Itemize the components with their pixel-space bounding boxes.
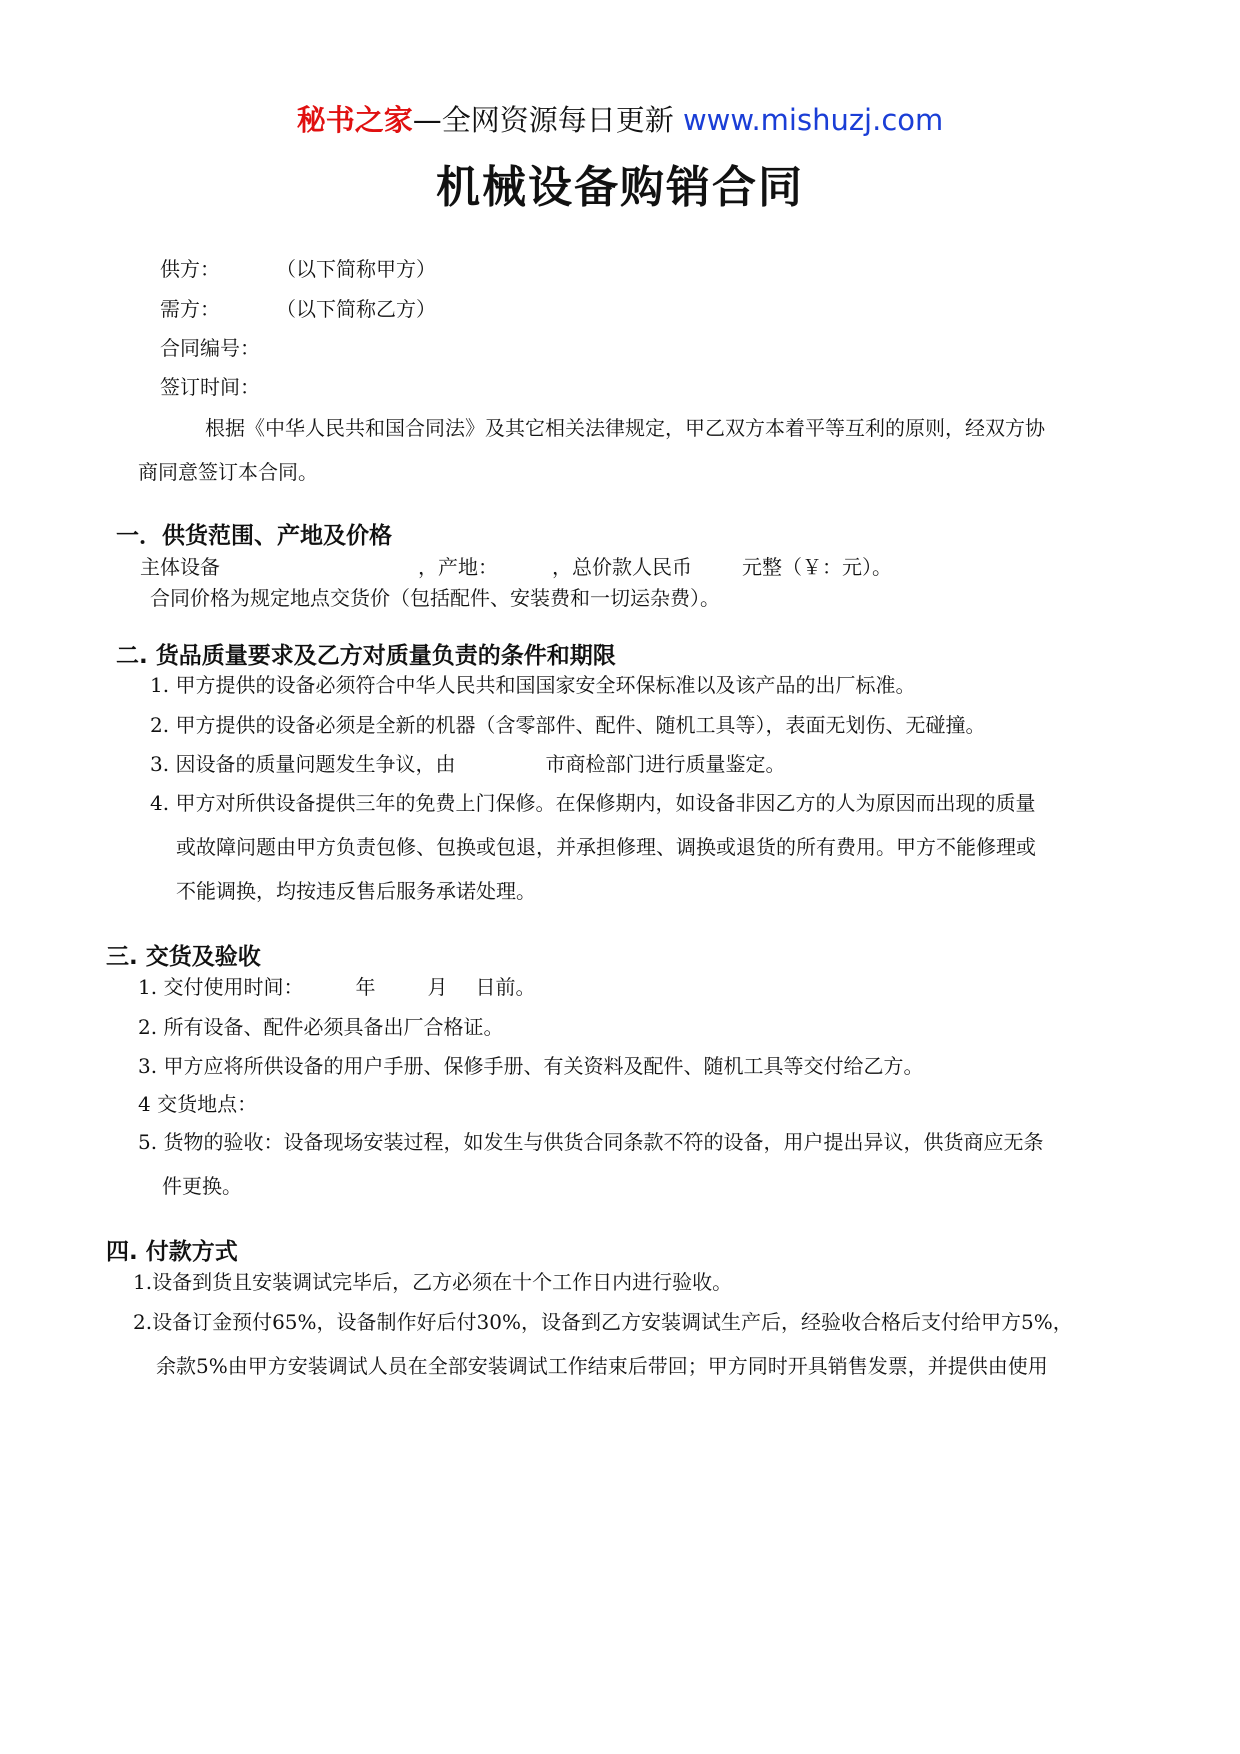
contract-number-label: 合同编号： (160, 336, 260, 360)
section-3-item-4: 4 交货地点： (138, 1092, 258, 1116)
section-2-item-1: 1. 甲方提供的设备必须符合中华人民共和国国家安全环保标准以及该产品的出厂标准。 (150, 673, 916, 697)
buyer-line (160, 295, 436, 323)
section-4-item-2: 2.设备订金预付65%，设备制作好后付30%，设备到乙方安装调试生产后，经验收合格后支付给甲方5%， (133, 1310, 1073, 1334)
section-1-line-2: 合同价格为规定地点交货价（包括配件、安装费和一切运杂费）。 (150, 586, 720, 610)
section-3-item-3: 3. 甲方应将所供设备的用户手册、保修手册、有关资料及配件、随机工具等交付给乙方。 (138, 1054, 924, 1078)
buyer-note: （以下简称乙方） (276, 297, 436, 321)
section-1-line-1 (140, 553, 892, 581)
supplier-note: （以下简称甲方） (276, 257, 436, 281)
section-2-item-3 (150, 750, 785, 778)
site-url-link[interactable]: www.mishuzj.com (682, 103, 944, 137)
section-2-item-4-cont-2: 不能调换，均按违反售后服务承诺处理。 (176, 879, 536, 903)
delivery-time-label: 1. 交付使用时间： (138, 975, 304, 999)
month-label: 月 (427, 975, 448, 999)
section-3-item-1 (138, 973, 535, 1001)
section-3-item-2: 2. 所有设备、配件必须具备出厂合格证。 (138, 1015, 504, 1039)
brand-name: 秘书之家 (296, 103, 413, 137)
section-3-item-5: 5. 货物的验收：设备现场安装过程，如发生与供货合同条款不符的设备，用户提出异议，供货商应无条 (138, 1130, 1044, 1154)
year-label: 年 (355, 975, 376, 999)
day-label: 日前。 (475, 975, 536, 999)
item-3-text-a: 3. 因设备的质量问题发生争议，由 (150, 752, 456, 776)
section-2-item-4: 4. 甲方对所供设备提供三年的免费上门保修。在保修期内，如设备非因乙方的人为原因而出现的质量 (150, 791, 1036, 815)
section-4-item-2-cont: 余款5%由甲方安装调试人员在全部安装调试工作结束后带回；甲方同时开具销售发票，并提供由使用 (156, 1354, 1048, 1378)
buyer-label: 需方： (160, 297, 220, 321)
section-3-item-5-cont: 件更换。 (162, 1174, 242, 1198)
section-1-heading: 一．供货范围、产地及价格 (116, 523, 392, 549)
supplier-line (160, 255, 436, 283)
section-2-item-2: 2. 甲方提供的设备必须是全新的机器（含零部件、配件、随机工具等），表面无划伤、无碰撞。 (150, 713, 986, 737)
preamble-line-2: 商同意签订本合同。 (138, 460, 318, 484)
section-2-item-4-cont-1: 或故障问题由甲方负责包修、包换或包退，并承担修理、调换或退货的所有费用。甲方不能修理或 (176, 835, 1036, 859)
banner-slogan: —全网资源每日更新 (412, 103, 683, 137)
item-3-text-b: 市商检部门进行质量鉴定。 (545, 752, 786, 776)
sign-date-label: 签订时间： (160, 375, 260, 399)
field-total-price: ，总价款人民币 (552, 555, 692, 579)
supplier-label: 供方： (160, 257, 220, 281)
section-4-item-1: 1.设备到货且安装调试完毕后，乙方必须在十个工作日内进行验收。 (133, 1270, 733, 1294)
field-main-equipment: 主体设备 (140, 555, 220, 579)
section-2-heading: 二. 货品质量要求及乙方对质量负责的条件和期限 (116, 643, 616, 669)
field-amount-unit: 元整（￥：元）。 (742, 555, 892, 579)
section-4-heading: 四. 付款方式 (106, 1239, 238, 1265)
document-title: 机械设备购销合同 (436, 162, 804, 213)
section-3-heading: 三. 交货及验收 (106, 944, 261, 970)
site-banner (0, 100, 1240, 140)
field-origin: ，产地： (418, 555, 498, 579)
preamble-line-1: 根据《中华人民共和国合同法》及其它相关法律规定，甲乙双方本着平等互利的原则，经双方协 (205, 416, 1045, 440)
